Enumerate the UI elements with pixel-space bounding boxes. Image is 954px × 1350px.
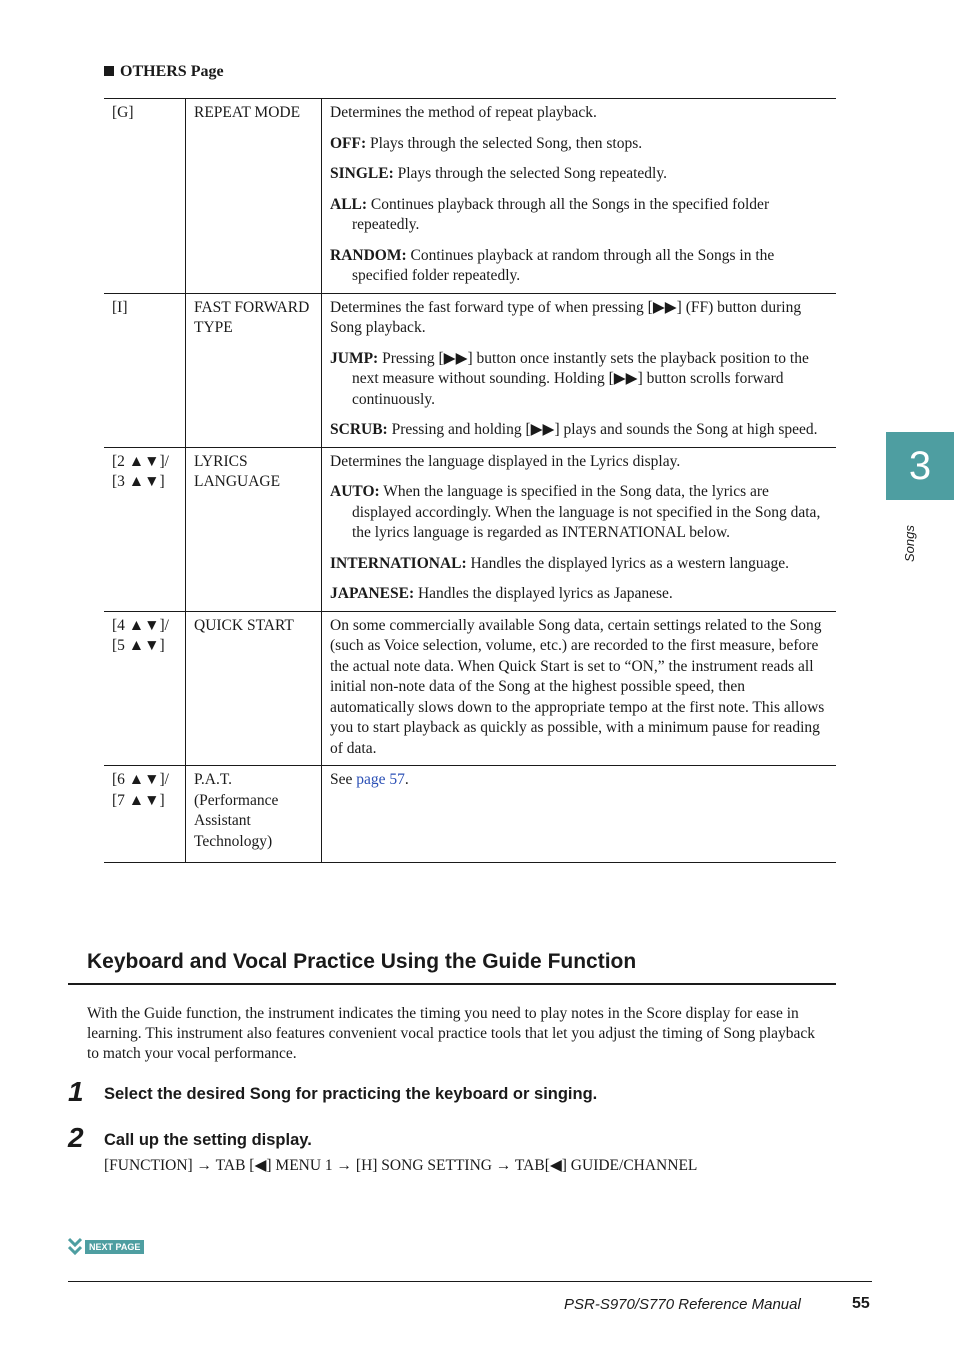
option-item (330, 349, 828, 411)
option-term: OFF: (330, 134, 367, 152)
see-prefix: See (330, 771, 357, 788)
table-row (104, 447, 836, 611)
option-text: Pressing [▶▶] button once instantly sets the playback position to the next measure without sounding. Holding [▶▶] button scrolls forward continuously. (352, 349, 809, 408)
option-item (330, 164, 828, 185)
heading-rule (68, 983, 836, 985)
section-title: OTHERS Page (120, 63, 224, 80)
chapter-tab: 3 (886, 432, 954, 500)
option-term: SCRUB: (330, 421, 388, 438)
guide-intro: With the Guide function, the instrument indicates the timing you need to play notes in the Score display for ease in learning. This instrument also features convenient vocal practice tools that let you adjust the timing of Song playback to match your vocal performance. (87, 1005, 816, 1062)
param-description (322, 611, 837, 766)
option-item (330, 554, 828, 575)
page-link[interactable]: page 57 (356, 771, 405, 788)
param-key: [G] (104, 99, 186, 294)
param-intro: Determines the language displayed in the Lyrics display. (330, 452, 681, 470)
step-text: Select the desired Song for practicing the keyboard or singing. (104, 1085, 598, 1103)
param-name: P.A.T. (Performance Assistant Technology) (186, 766, 322, 863)
page-number: 55 (852, 1295, 870, 1312)
option-item (330, 195, 828, 236)
option-term: ALL: (330, 195, 368, 213)
param-description (322, 447, 837, 611)
param-key: [2 ▲▼]/ [3 ▲▼] (104, 447, 186, 611)
chapter-label: Songs (902, 525, 917, 562)
param-intro: Determines the fast forward type of when pressing [▶▶] (FF) button during Song playback. (330, 298, 802, 336)
option-text: Handles the displayed lyrics as Japanese. (417, 585, 673, 602)
option-term: SINGLE: (330, 165, 394, 182)
option-text: Continues playback at random through all the Songs in the specified folder repeatedly. (352, 246, 775, 284)
param-key: [6 ▲▼]/ [7 ▲▼] (104, 766, 186, 863)
next-page-indicator[interactable] (68, 1237, 144, 1257)
next-page-label: NEXT PAGE (85, 1240, 144, 1254)
step-path: [FUNCTION] → TAB [◀] MENU 1 → [H] SONG SETTING → TAB[◀] GUIDE/CHANNEL (104, 1157, 698, 1174)
option-text: When the language is specified in the Song data, the lyrics are displayed accordingly. When the language is not specified in the Song data, the lyrics language is regarded as INTERNATIONAL below. (352, 483, 821, 541)
table-row (104, 293, 836, 447)
option-item (330, 134, 828, 155)
guide-heading: Keyboard and Vocal Practice Using the Guide Function (87, 950, 637, 973)
param-key: [4 ▲▼]/ [5 ▲▼] (104, 611, 186, 766)
option-term: AUTO: (330, 483, 380, 500)
option-text: Handles the displayed lyrics as a western language. (470, 554, 790, 572)
param-description (322, 766, 837, 863)
table-row (104, 611, 836, 766)
param-intro: Determines the method of repeat playback. (330, 104, 597, 121)
option-text: Pressing and holding [▶▶] plays and sounds the Song at high speed. (391, 421, 818, 438)
param-name: QUICK START (186, 611, 322, 766)
param-key: [I] (104, 293, 186, 447)
square-bullet-icon (104, 66, 114, 76)
param-name: LYRICS LANGUAGE (186, 447, 322, 611)
see-suffix: . (404, 771, 409, 788)
option-item (330, 584, 828, 605)
param-intro: On some commercially available Song data, certain settings related to the Song (such as Voice selection, volume, etc.) are recorded to the first measure, before the actual note data. When Quick Start is set to “ON,” the instrument reads all initial non-note data of the Song at the highest possible speed, then automatically slows down to the appropriate tempo at the first note. This allows you to start playback as quickly as possible, with a minimum pause for reading of data. (330, 616, 825, 757)
step-number: 2 (68, 1122, 84, 1153)
option-text: Plays through the selected Song, then stops. (370, 134, 643, 152)
option-item (330, 482, 828, 544)
option-item (330, 246, 828, 287)
table-row (104, 766, 836, 863)
param-name: REPEAT MODE (186, 99, 322, 294)
option-term: RANDOM: (330, 246, 407, 264)
param-name: FAST FORWARD TYPE (186, 293, 322, 447)
option-text: Plays through the selected Song repeatedly. (397, 165, 667, 182)
option-term: JUMP: (330, 349, 379, 367)
footer-rule (68, 1281, 872, 1282)
param-description (322, 99, 837, 294)
option-item (330, 420, 828, 441)
footer-title: PSR-S970/S770 Reference Manual (564, 1296, 801, 1313)
section-heading (104, 63, 224, 81)
parameter-table (104, 98, 836, 863)
param-intro (330, 770, 828, 791)
table-row (104, 99, 836, 294)
param-description (322, 293, 837, 447)
double-chevron-down-icon (68, 1237, 82, 1257)
step-number: 1 (68, 1076, 84, 1107)
option-text: Continues playback through all the Songs in the specified folder repeatedly. (352, 195, 770, 233)
option-term: JAPANESE: (330, 585, 415, 602)
option-term: INTERNATIONAL: (330, 554, 467, 572)
step-text: Call up the setting display. (104, 1131, 312, 1149)
